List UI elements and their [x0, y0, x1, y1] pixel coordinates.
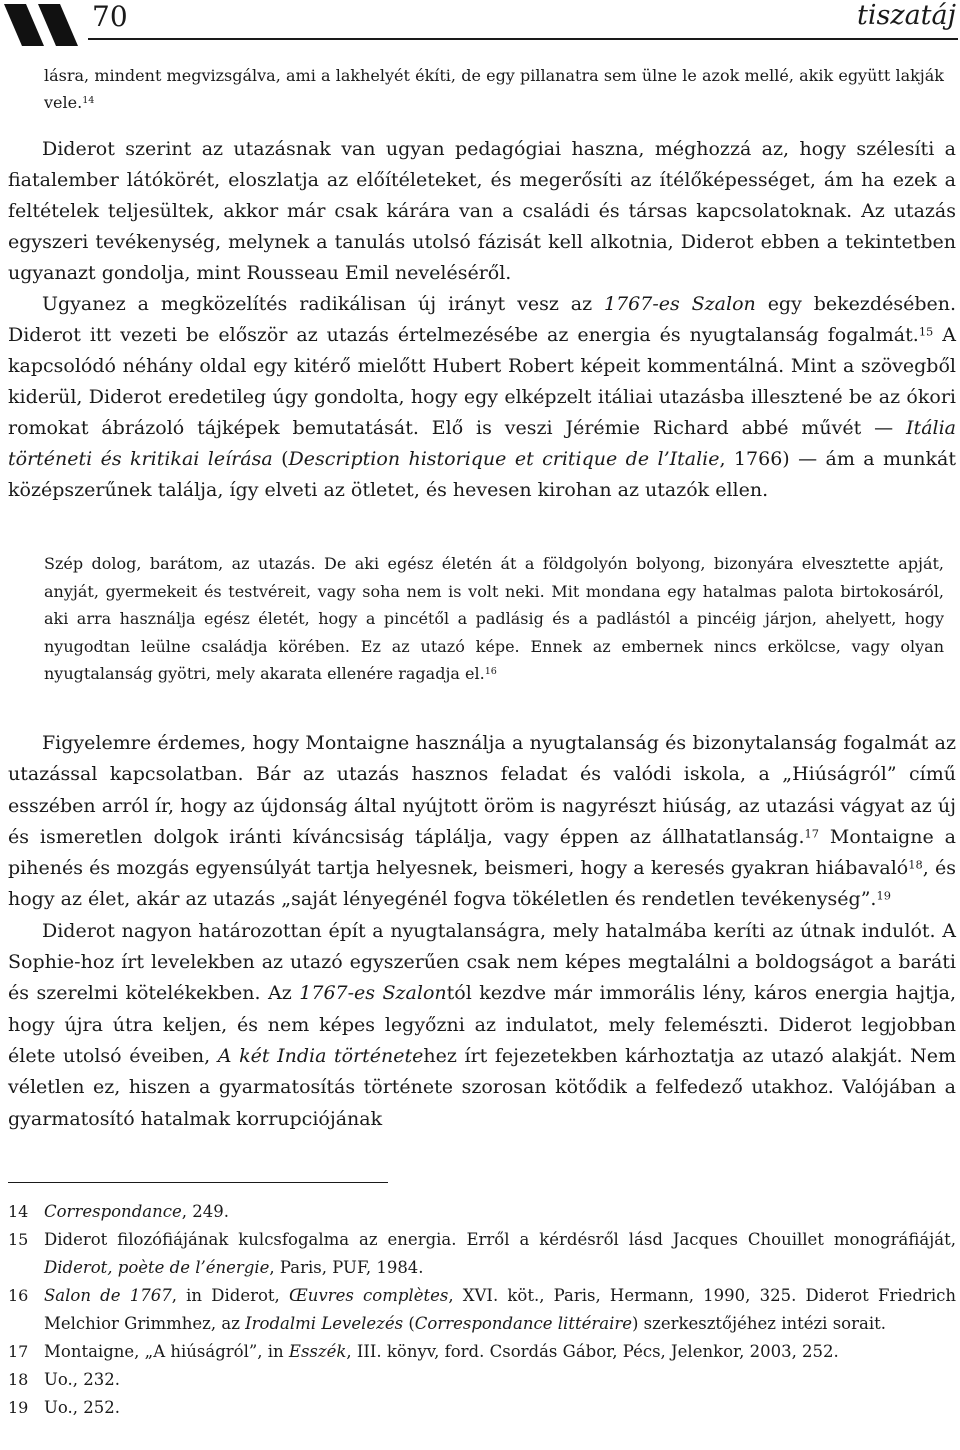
- paragraph: Diderot nagyon határozottan épít a nyugtalanságra, mely hatalmába keríti az útnak indulót. A Sophie-hoz írt levelekben az utazó egyszerűen csak nem képes megtalálni a boldogságot a baráti és szerelmi kötelékekben. Az 1767-es Szalontól kezdve már immorális lény, káros energia hajtja, hogy újra útra keljen, és nem képes legyőzni az indulatot, mely felemészti. Diderot legjobban élete utolsó éveiben, A két India történetehez írt fejezetekben kárhoztatja az utazó alakját. Nem véletlen ez, hiszen a gyarmatosítás története szorosan kötődik a felfedező utakhoz. Valójában a gyarmatosító hatalmak korrupciójának: [8, 919, 956, 1130]
- footnote-ref: 19: [876, 888, 891, 903]
- footnote: 18 Uo., 232.: [8, 1370, 121, 1389]
- footnote-ref: 16: [484, 666, 497, 678]
- block-quote: Szép dolog, barátom, az utazás. De aki egész életén át a földgolyón bolyong, bizonyára elvesztette apját, anyját, gyermekeit és testvéreit, vagy soha nem is volt neki. Mit mondana egy hatalmas palota birtokosáról, aki arra használja egész életét, hogy a pincétől a padlásig és a padlástól a pincéig járjon, ahelyett, hogy nyugodtan leülne családja körében. Ez az utazó képe. Ennek az embernek nincs erkölcse, vagy olyan nyugtalanság gyötri, mely akarata ellenére ragadja el.$^{16}$: [44, 554, 944, 683]
- page-header: [0, 0, 960, 50]
- footnote-ref: 14: [82, 95, 95, 107]
- paragraph: Diderot szerint az utazásnak van ugyan pedagógiai haszna, méghozzá az, hogy szélesíti a fiatalember látókörét, eloszlatja az előítéleteket, és megerősíti az ítélőképességet, ám ha ezek a feltételek teljesültek, akkor már csak kárára van a családi és társas kapcsolatoknak. Az utazás egyszeri tevékenység, melynek a tanulás utolsó fázisát kell alkotnia, Diderot ebben a tekintetben ugyanazt gondolja, mint Rousseau Emil neveléséről.: [8, 138, 956, 284]
- top-quote: lásra, mindent megvizsgálva, ami a lakhelyét ékíti, de egy pillanatra sem ülne le azok mellé, akik együtt lakják vele.$^{14}$: [44, 66, 944, 112]
- footnote: 14 Correspondance, 249.: [8, 1202, 229, 1221]
- footnote-ref: 15: [918, 324, 934, 339]
- paragraph: Ugyanez a megközelítés radikálisan új irányt vesz az 1767-es Szalon egy bekezdésében. Diderot itt vezeti be először az utazás értelmezésébe az energia és nyugtalanság fogalmát.$^{15}$ A kapcsolódó néhány oldal egy kitérő mielőtt Hubert Robert képeit kommentálná. Mint a szövegből kiderül, Diderot eredetileg úgy gondolta, hogy egy elképzelt itáliai utazásba illesztené be az ókori romokat ábrázoló tájképek bemutatását. Elő is veszi Jérémie Richard abbé művét — Itália történeti és kritikai leírása (Description historique et critique de l’Italie, 1766) — ám a munkát középszerűnek találja, így elveti az ötletet, és hevesen kirohan az utazók ellen.: [8, 293, 956, 501]
- footnote-ref: 18: [908, 857, 923, 872]
- page-number: 70: [92, 0, 128, 33]
- footnote-rule: [8, 1182, 388, 1183]
- footnotes: [8, 1198, 956, 1422]
- footnote: 17 Montaigne, „A hiúságról”, in Esszék, III. könyv, ford. Csordás Gábor, Pécs, Jelenkor, 2003, 252.: [8, 1342, 839, 1361]
- footnote: 15 Diderot filozófiájának kulcsfogalma az energia. Erről a kérdésről lásd Jacques Chouillet monográfiáját, Diderot, poète de l’énergie, Paris, PUF, 1984.: [8, 1230, 956, 1277]
- paragraph: Figyelemre érdemes, hogy Montaigne használja a nyugtalanság és bizonytalanság fogalmát az utazással kapcsolatban. Bár az utazás hasznos feladat és valódi iskola, a „Hiúságról” című esszében arról ír, hogy az újdonság által nyújtott öröm is nagyrészt hiúság, az utazási vágyat az új és ismeretlen dolgok iránti kíváncsiság táplálja, vagy éppen az állhatatlanság.$^{17}$ Montaigne a pihenés és mozgás egyensúlyát tartja helyesnek, beismeri, hogy a keresés gyakran hiábavaló$^{18}$, és hogy az élet, akár az utazás „saját lényegénél fogva tökéletlen és rendetlen tevékenység”.$^{19}$: [8, 732, 956, 911]
- footnote-ref: 17: [804, 826, 819, 841]
- journal-title: tiszatáj: [857, 0, 956, 31]
- body-text-1: [8, 134, 956, 506]
- footnote: 19 Uo., 252.: [8, 1398, 121, 1417]
- header-rule: [88, 38, 958, 40]
- footnote: 16 Salon de 1767, in Diderot, Œuvres complètes, XVI. köt., Paris, Hermann, 1990, 325. Diderot Friedrich Melchior Grimmhez, az Irodalmi Levelezés (Correspondance littéraire) szerkesztőjéhez intézi sorait.: [8, 1286, 956, 1333]
- journal-logo-icon: [4, 4, 80, 46]
- body-text-2: [8, 728, 956, 1135]
